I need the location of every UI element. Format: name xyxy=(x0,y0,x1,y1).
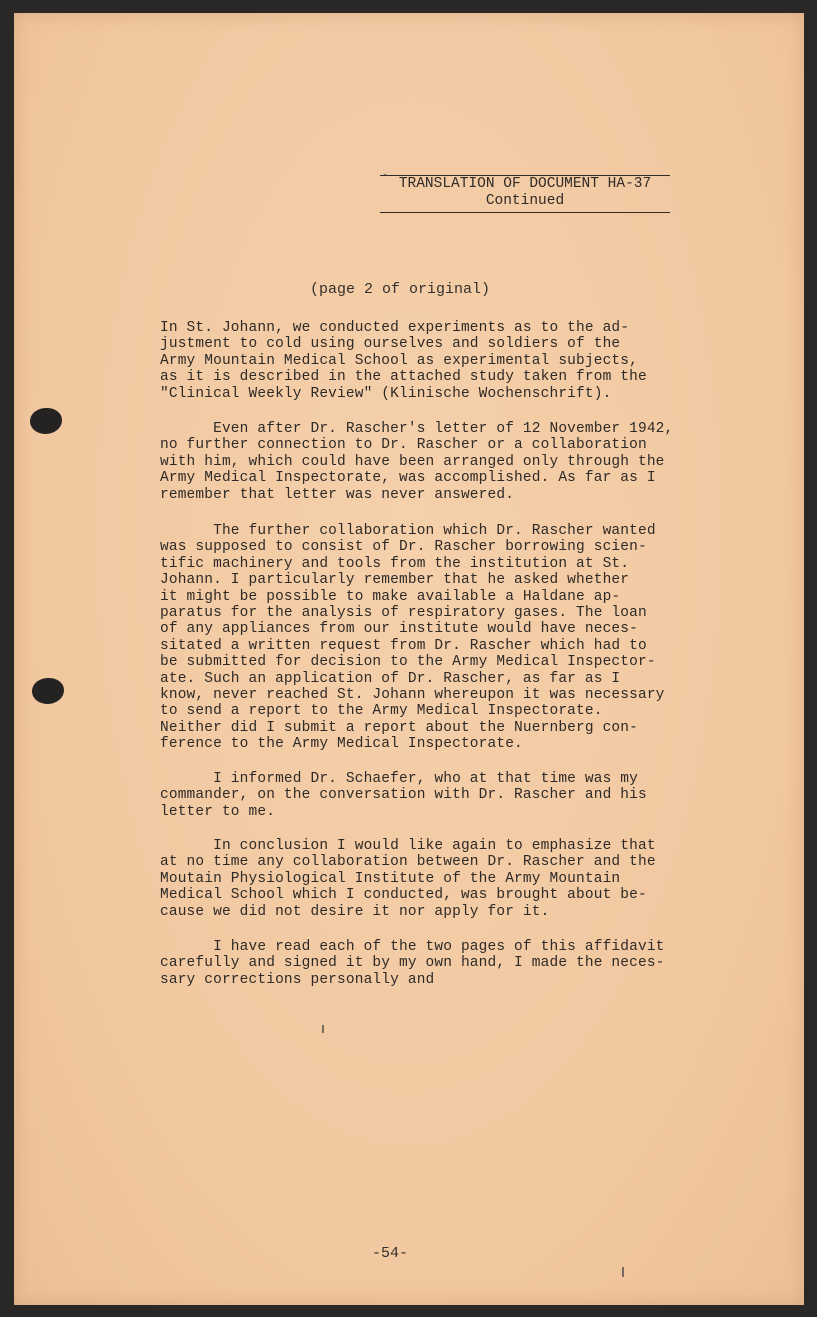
paragraph-line: Johann. I particularly remember that he asked whether xyxy=(160,572,630,589)
paragraph-line: ate. Such an application of Dr. Rascher, as far as I xyxy=(160,670,621,687)
paragraph-line: was supposed to consist of Dr. Rascher borrowing scien- xyxy=(160,539,647,556)
document-heading xyxy=(380,175,670,213)
paragraph-line: at no time any collaboration between Dr. Rascher and the xyxy=(160,854,656,871)
punch-hole-top xyxy=(30,408,62,434)
heading-bottom-rule xyxy=(380,212,670,213)
paragraph-line: In conclusion I would like again to emphasize that xyxy=(160,838,656,854)
paragraph-line: "Clinical Weekly Review" (Klinische Wochenschrift). xyxy=(160,385,612,402)
paragraph-line: carefully and signed it by my own hand, I made the neces- xyxy=(160,955,665,972)
paragraph-line: justment to cold using ourselves and soldiers of the xyxy=(160,336,621,353)
page-note: (page 2 of original) xyxy=(310,281,491,298)
paper-speck xyxy=(622,1267,624,1277)
paragraph-line: ference to the Army Medical Inspectorate. xyxy=(160,736,523,753)
paragraph-5 xyxy=(160,838,720,920)
paragraph-line: I informed Dr. Schaefer, who at that time was my xyxy=(160,771,638,787)
paragraph-1 xyxy=(160,320,720,402)
paragraph-line: I have read each of the two pages of this affidavit xyxy=(160,939,665,955)
paragraph-line: no further connection to Dr. Rascher or a collaboration xyxy=(160,437,647,454)
paragraph-line: Army Mountain Medical School as experimental subjects, xyxy=(160,352,638,369)
heading-subtitle: Continued xyxy=(485,193,565,209)
paragraph-line: it might be possible to make available a Haldane ap- xyxy=(160,588,621,605)
heading-title: TRANSLATION OF DOCUMENT HA-37 xyxy=(398,176,652,192)
paragraph-line: Moutain Physiological Institute of the Army Mountain xyxy=(160,870,621,887)
document-page xyxy=(14,13,804,1305)
paragraph-line: Medical School which I conducted, was brought about be- xyxy=(160,887,647,904)
paragraph-line: of any appliances from our institute would have neces- xyxy=(160,621,638,638)
paragraph-line: cause we did not desire it nor apply for it. xyxy=(160,903,550,920)
paragraph-6 xyxy=(160,939,720,988)
punch-hole-bottom xyxy=(32,678,64,704)
paragraph-line: tific machinery and tools from the institution at St. xyxy=(160,555,630,572)
paragraph-line: Army Medical Inspectorate, was accomplished. As far as I xyxy=(160,470,656,487)
paragraph-line: remember that letter was never answered. xyxy=(160,486,515,503)
paragraph-line: paratus for the analysis of respiratory gases. The loan xyxy=(160,605,647,622)
paragraph-line: Even after Dr. Rascher's letter of 12 November 1942, xyxy=(160,421,674,437)
paragraph-line: as it is described in the attached study taken from the xyxy=(160,369,647,386)
page-number: -54- xyxy=(372,1245,409,1262)
paragraph-line: with him, which could have been arranged only through the xyxy=(160,453,665,470)
paragraph-line: In St. Johann, we conducted experiments as to the ad- xyxy=(160,320,630,336)
paper-speck xyxy=(322,1025,324,1033)
paragraph-line: know, never reached St. Johann whereupon it was necessary xyxy=(160,687,665,704)
ink-mark: ˇ xyxy=(382,174,389,185)
paragraph-line: commander, on the conversation with Dr. Rascher and his xyxy=(160,787,647,804)
paragraph-2 xyxy=(160,421,720,503)
paragraph-line: Neither did I submit a report about the Nuernberg con- xyxy=(160,719,638,736)
paragraph-4 xyxy=(160,771,720,820)
paragraph-line: sitated a written request from Dr. Rascher which had to xyxy=(160,637,647,654)
paragraph-line: letter to me. xyxy=(160,803,276,820)
paragraph-3 xyxy=(160,523,720,753)
paragraph-line: be submitted for decision to the Army Medical Inspector- xyxy=(160,654,656,671)
paragraph-line: sary corrections personally and xyxy=(160,971,435,988)
paragraph-line: to send a report to the Army Medical Inspectorate. xyxy=(160,703,603,720)
paragraph-line: The further collaboration which Dr. Rascher wanted xyxy=(160,523,656,539)
